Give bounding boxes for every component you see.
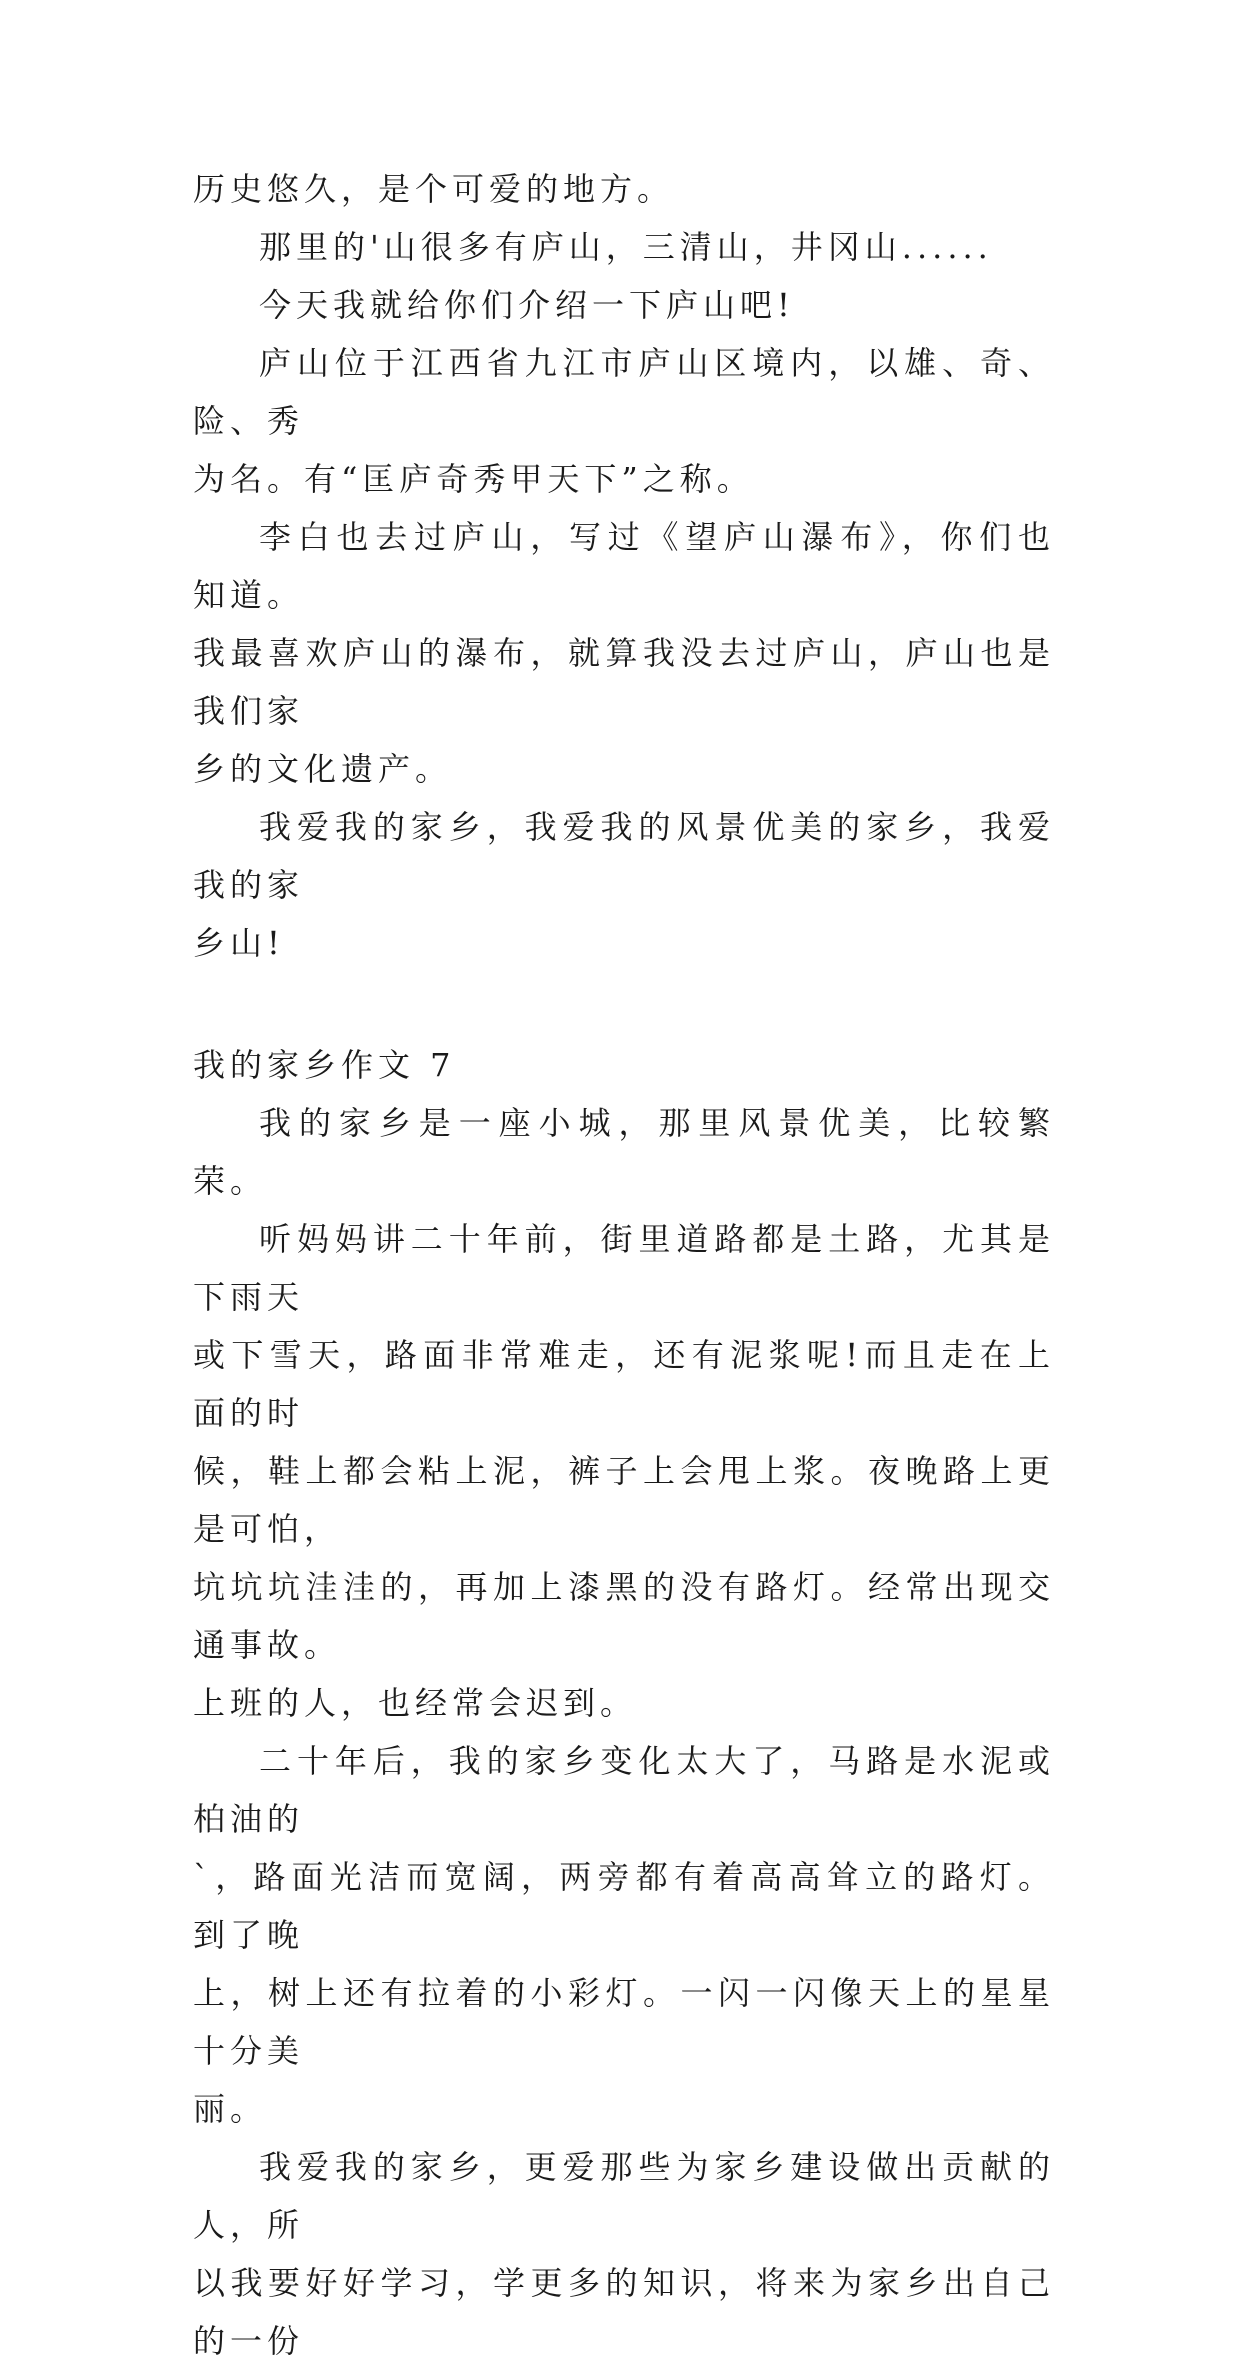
document-body <box>193 160 1055 2370</box>
paragraph-intro-lushan: 今天我就给你们介绍一下庐山吧! <box>259 286 795 324</box>
section-gap <box>193 972 1055 1036</box>
paragraph-love-hometown: 我爱我的家乡，我爱我的风景优美的家乡，我爱我的家 乡山! <box>193 808 1055 962</box>
essay-title: 我的家乡作文 7 <box>193 1046 456 1084</box>
paragraph-small-town: 我的家乡是一座小城，那里风景优美，比较繁荣。 <box>193 1104 1055 1200</box>
paragraph-twenty-years-later: 二十年后，我的家乡变化太大了，马路是水泥或柏油的 `，路面光洁而宽阔，两旁都有着高高耸立的路灯。到了晚 上，树上还有拉着的小彩灯。一闪一闪像天上的星星十分美 丽。 <box>193 1742 1055 2128</box>
paragraph-mountains: 那里的'山很多有庐山，三清山，井冈山...... <box>259 228 993 266</box>
paragraph-study-hard: 我爱我的家乡，更爱那些为家乡建设做出贡献的人，所 以我要好好学习，学更多的知识，将来为家乡出自己的一份 <box>193 2148 1055 2360</box>
paragraph-libai: 李白也去过庐山，写过《望庐山瀑布》，你们也知道。 我最喜欢庐山的瀑布，就算我没去过庐山，庐山也是我们家 乡的文化遗产。 <box>193 518 1055 788</box>
paragraph-history: 历史悠久，是个可爱的地方。 <box>193 170 675 208</box>
paragraph-twenty-years-ago: 听妈妈讲二十年前，街里道路都是土路，尤其是下雨天 或下雪天，路面非常难走，还有泥浆呢!而且走在上面的时 候，鞋上都会粘上泥，裤子上会甩上浆。夜晚路上更是可怕， 坑坑坑洼洼的，再加上漆黑的没有路灯。经常出现交通事故。 上班的人，也经常会迟到。 <box>193 1220 1055 1722</box>
paragraph-lushan-location: 庐山位于江西省九江市庐山区境内，以雄、奇、险、秀 为名。有“匡庐奇秀甲天下”之称。 <box>193 344 1055 498</box>
